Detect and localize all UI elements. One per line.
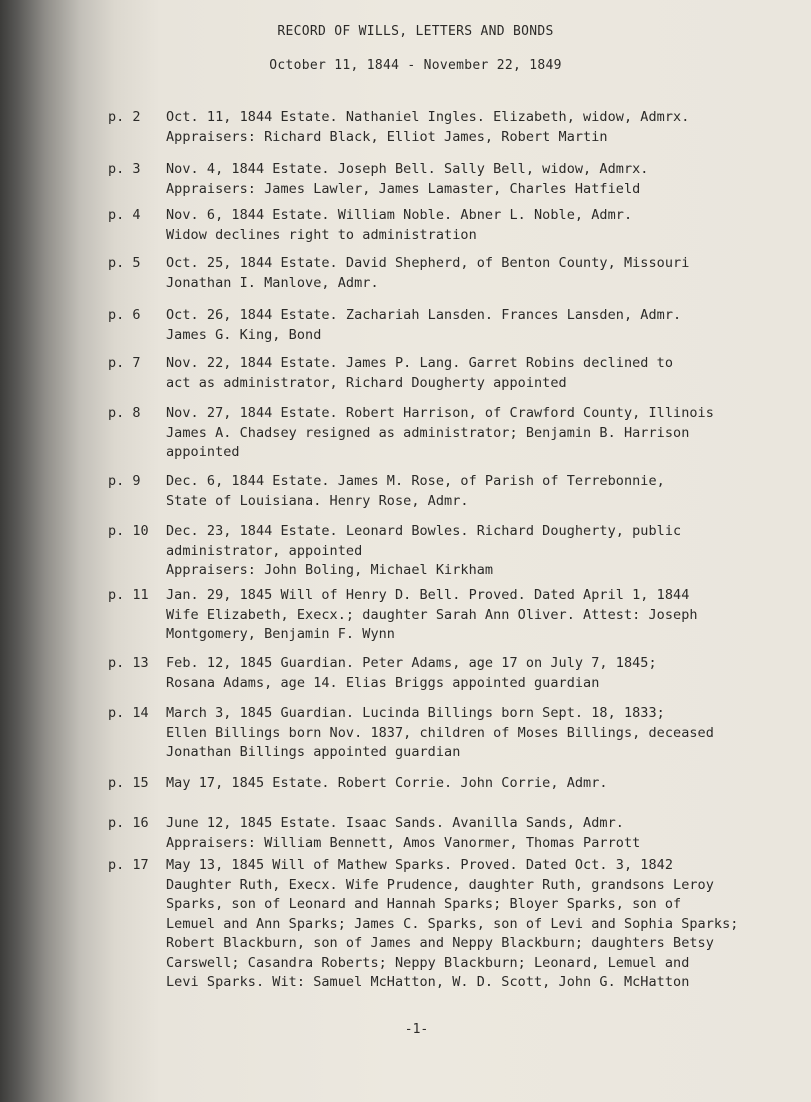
page-reference: p. 5 (108, 255, 141, 271)
entry-line: Appraisers: Richard Black, Elliot James, Robert Martin (166, 128, 608, 145)
entry-line: Nov. 27, 1844 Estate. Robert Harrison, of Crawford County, Illinois (166, 405, 714, 421)
entry-line: June 12, 1845 Estate. Isaac Sands. Avanilla Sands, Admr. (166, 815, 624, 831)
entry-text (166, 108, 788, 147)
entry-line: administrator, appointed (166, 542, 363, 559)
entry-text (166, 160, 788, 199)
record-entry (108, 108, 788, 147)
entry-line: March 3, 1845 Guardian. Lucinda Billings born Sept. 18, 1833; (166, 705, 665, 721)
page-reference: p. 17 (108, 857, 149, 873)
entry-line: May 17, 1845 Estate. Robert Corrie. John Corrie, Admr. (166, 775, 608, 791)
record-entry (108, 254, 788, 293)
record-entry (108, 404, 788, 463)
page-reference: p. 16 (108, 815, 149, 831)
entry-line: Appraisers: John Boling, Michael Kirkham (166, 562, 494, 578)
entry-line: Dec. 6, 1844 Estate. James M. Rose, of Parish of Terrebonnie, (166, 473, 665, 489)
entry-line: May 13, 1845 Will of Mathew Sparks. Proved. Dated Oct. 3, 1842 (166, 857, 674, 873)
page-reference: p. 2 (108, 109, 141, 125)
page-reference: p. 3 (108, 161, 141, 177)
record-entry (108, 472, 788, 511)
page-reference: p. 9 (108, 473, 141, 489)
entry-text (166, 522, 788, 581)
record-entry (108, 160, 788, 199)
record-entry (108, 774, 788, 794)
record-entry (108, 306, 788, 345)
page-reference: p. 7 (108, 355, 141, 371)
entry-line: Nov. 4, 1844 Estate. Joseph Bell. Sally Bell, widow, Admrx. (166, 161, 649, 177)
entry-line: Levi Sparks. Wit: Samuel McHatton, W. D. Scott, John G. McHatton (166, 974, 690, 990)
entry-text (166, 586, 788, 645)
page-reference: p. 15 (108, 775, 149, 791)
entry-line: Jonathan Billings appointed guardian (166, 744, 461, 760)
record-entry (108, 856, 788, 993)
entry-line: appointed (166, 444, 240, 460)
entry-line: State of Louisiana. Henry Rose, Admr. (166, 492, 469, 509)
record-entry (108, 522, 788, 581)
entry-text (166, 472, 788, 511)
entry-text (166, 354, 788, 393)
entry-line: Nov. 6, 1844 Estate. William Noble. Abner L. Noble, Admr. (166, 207, 633, 223)
entry-line: Jan. 29, 1845 Will of Henry D. Bell. Proved. Dated April 1, 1844 (166, 587, 690, 603)
page-reference: p. 11 (108, 587, 149, 603)
page-number: -1- (404, 1022, 429, 1037)
record-entry (108, 654, 788, 693)
entry-text (166, 254, 788, 293)
entry-line: Jonathan I. Manlove, Admr. (166, 274, 379, 291)
record-entry (108, 704, 788, 763)
entry-text (166, 704, 788, 763)
entry-line: Appraisers: James Lawler, James Lamaster, Charles Hatfield (166, 180, 641, 197)
entry-line: Robert Blackburn, son of James and Neppy Blackburn; daughters Betsy (166, 935, 714, 951)
page-reference: p. 8 (108, 405, 141, 421)
entry-line: Carswell; Casandra Roberts; Neppy Blackburn; Leonard, Lemuel and (166, 954, 690, 971)
record-entry (108, 354, 788, 393)
entry-text (166, 404, 788, 463)
page-reference: p. 6 (108, 307, 141, 323)
entry-line: James A. Chadsey resigned as administrator; Benjamin B. Harrison (166, 424, 690, 441)
entry-line: Lemuel and Ann Sparks; James C. Sparks, son of Levi and Sophia Sparks; (166, 915, 739, 932)
entry-line: Rosana Adams, age 14. Elias Briggs appointed guardian (166, 674, 600, 691)
entry-line: Widow declines right to administration (166, 226, 477, 243)
entry-line: Montgomery, Benjamin F. Wynn (166, 626, 395, 642)
entry-line: Wife Elizabeth, Execx.; daughter Sarah Ann Oliver. Attest: Joseph (166, 606, 698, 623)
entry-text (166, 654, 788, 693)
entry-line: Sparks, son of Leonard and Hannah Sparks; Bloyer Sparks, son of (166, 896, 682, 912)
record-entry (108, 586, 788, 645)
record-entry (108, 206, 788, 245)
entry-line: act as administrator, Richard Dougherty appointed (166, 374, 567, 391)
entry-line: Nov. 22, 1844 Estate. James P. Lang. Garret Robins declined to (166, 355, 674, 371)
entry-text (166, 206, 788, 245)
entry-line: Ellen Billings born Nov. 1837, children of Moses Billings, deceased (166, 724, 714, 741)
page-reference: p. 14 (108, 705, 149, 721)
entry-line: Dec. 23, 1844 Estate. Leonard Bowles. Richard Dougherty, public (166, 523, 682, 539)
entry-line: Appraisers: William Bennett, Amos Vanormer, Thomas Parrott (166, 834, 641, 851)
entry-line: Daughter Ruth, Execx. Wife Prudence, daughter Ruth, grandsons Leroy (166, 876, 714, 893)
entry-line: James G. King, Bond (166, 326, 322, 343)
document-title: RECORD OF WILLS, LETTERS AND BONDS (277, 24, 554, 39)
entry-text (166, 856, 788, 993)
record-entry (108, 814, 788, 853)
page-reference: p. 13 (108, 655, 149, 671)
entry-line: Oct. 25, 1844 Estate. David Shepherd, of Benton County, Missouri (166, 255, 690, 271)
entry-text (166, 774, 788, 794)
page-reference: p. 10 (108, 523, 149, 539)
page-reference: p. 4 (108, 207, 141, 223)
document-date-range: October 11, 1844 - November 22, 1849 (269, 58, 562, 73)
entry-line: Oct. 11, 1844 Estate. Nathaniel Ingles. Elizabeth, widow, Admrx. (166, 109, 690, 125)
entry-text (166, 814, 788, 853)
entry-text (166, 306, 788, 345)
entry-line: Feb. 12, 1845 Guardian. Peter Adams, age 17 on July 7, 1845; (166, 655, 657, 671)
entry-line: Oct. 26, 1844 Estate. Zachariah Lansden. Frances Lansden, Admr. (166, 307, 682, 323)
